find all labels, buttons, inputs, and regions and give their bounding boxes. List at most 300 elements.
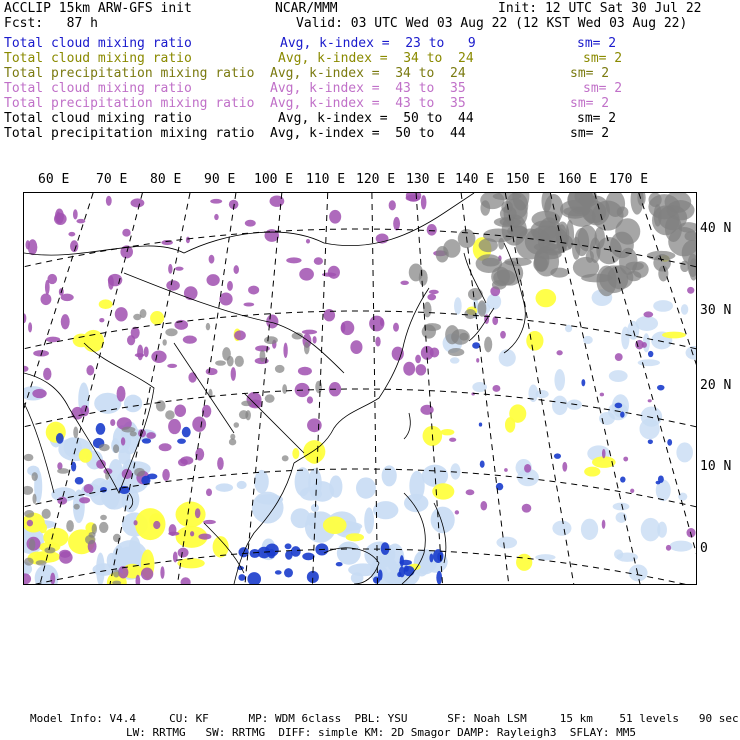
upper-cloud-purple: [602, 449, 606, 458]
legend-stat-4: Avg, k-index = 43 to 35: [270, 96, 466, 111]
low-cloud-light: [552, 396, 568, 416]
high-cloud-grey: [234, 422, 239, 428]
upper-cloud-purple: [174, 404, 186, 417]
low-cloud-blue: [177, 438, 186, 443]
upper-cloud-purple: [687, 287, 694, 294]
low-cloud-light: [216, 483, 234, 492]
high-cloud-grey: [586, 250, 594, 262]
low-cloud-blue: [147, 474, 157, 480]
upper-cloud-purple: [500, 331, 506, 339]
upper-cloud-purple: [50, 573, 55, 584]
upper-cloud-purple: [206, 489, 212, 497]
low-cloud-light: [581, 519, 598, 540]
high-cloud-grey: [436, 246, 449, 262]
high-cloud-grey: [105, 471, 109, 480]
model-title: ACCLIP 15km ARW-GFS init: [4, 1, 192, 16]
upper-cloud-purple: [167, 364, 177, 368]
upper-cloud-purple: [121, 437, 125, 445]
upper-cloud-purple: [522, 504, 532, 513]
org-label: NCAR/MMM: [275, 1, 338, 16]
high-cloud-grey: [99, 522, 108, 533]
upper-cloud-purple: [190, 531, 194, 536]
upper-cloud-purple: [209, 255, 215, 264]
upper-cloud-purple: [375, 337, 380, 347]
upper-cloud-purple: [106, 196, 112, 206]
upper-cloud-purple: [234, 330, 246, 340]
low-cloud-light: [496, 537, 517, 549]
mid-cloud-yellow: [292, 448, 299, 459]
upper-cloud-purple: [302, 330, 317, 335]
low-cloud-light: [613, 503, 630, 511]
low-cloud-blue: [75, 477, 84, 485]
low-cloud-light: [237, 481, 247, 489]
low-cloud-blue: [657, 385, 665, 391]
upper-cloud-purple: [151, 351, 166, 363]
legend-field-0: Total cloud mixing ratio: [4, 36, 192, 51]
upper-cloud-purple: [415, 355, 421, 364]
upper-cloud-purple: [648, 399, 652, 402]
high-cloud-grey: [572, 237, 580, 260]
legend-stat-6: Avg, k-index = 50 to 44: [270, 126, 466, 141]
low-cloud-blue: [581, 379, 585, 386]
mid-cloud-yellow: [79, 448, 92, 462]
low-cloud-blue: [247, 572, 261, 584]
low-cloud-blue: [284, 568, 293, 577]
high-cloud-grey: [282, 455, 289, 461]
model-physics: LW: RRTMG SW: RRTMG DIFF: simple KM: 2D Smagor DAMP: Rayleigh3 SFLAY: MM5: [126, 726, 636, 739]
upper-cloud-purple: [400, 281, 408, 285]
high-cloud-grey: [73, 427, 78, 439]
mid-cloud-yellow: [526, 331, 543, 351]
upper-cloud-purple: [306, 239, 310, 243]
high-cloud-grey: [66, 520, 74, 532]
legend-field-1: Total cloud mixing ratio: [4, 51, 192, 66]
upper-cloud-purple: [32, 389, 46, 398]
upper-cloud-purple: [166, 280, 180, 290]
high-cloud-grey: [165, 410, 175, 419]
high-cloud-grey: [478, 300, 487, 316]
legend-sm-5: sm= 2: [577, 111, 617, 126]
legend-stat-0: Avg, k-index = 23 to 9: [280, 36, 476, 51]
high-cloud-grey: [550, 268, 568, 278]
high-cloud-grey: [581, 274, 612, 283]
upper-cloud-purple: [314, 257, 323, 265]
upper-cloud-purple: [192, 416, 206, 431]
legend-stat-5: Avg, k-index = 50 to 44: [278, 111, 474, 126]
low-cloud-light: [300, 487, 322, 501]
upper-cloud-purple: [556, 350, 562, 355]
high-cloud-grey: [32, 494, 36, 504]
low-cloud-blue: [667, 439, 672, 446]
low-cloud-light: [254, 470, 269, 494]
upper-cloud-purple: [421, 195, 427, 209]
low-cloud-blue: [275, 570, 282, 574]
legend-stat-3: Avg, k-index = 43 to 35: [270, 81, 466, 96]
legend-field-2: Total precipitation mixing ratio: [4, 66, 255, 81]
high-cloud-grey: [265, 394, 275, 402]
upper-cloud-purple: [480, 501, 487, 510]
upper-cloud-purple: [28, 239, 38, 255]
high-cloud-grey: [617, 206, 629, 217]
low-cloud-light: [653, 300, 673, 312]
upper-cloud-purple: [175, 267, 184, 271]
low-cloud-light: [681, 304, 688, 315]
high-cloud-grey: [464, 309, 476, 319]
low-cloud-blue: [429, 553, 433, 562]
mid-cloud-yellow: [346, 533, 364, 541]
upper-cloud-purple: [141, 567, 153, 580]
lat-label: 40 N: [700, 221, 732, 236]
legend-stat-2: Avg, k-index = 34 to 24: [270, 66, 466, 81]
low-cloud-light: [351, 572, 364, 583]
low-cloud-light: [356, 477, 376, 498]
high-cloud-grey: [29, 539, 35, 551]
upper-cloud-purple: [41, 293, 52, 305]
upper-cloud-purple: [227, 281, 233, 291]
high-cloud-grey: [100, 515, 107, 520]
upper-cloud-purple: [159, 443, 172, 451]
legend-sm-4: sm= 2: [570, 96, 610, 111]
upper-cloud-purple: [122, 469, 132, 479]
legend-sm-6: sm= 2: [570, 126, 610, 141]
low-cloud-blue: [250, 549, 261, 558]
high-cloud-grey: [649, 193, 662, 207]
lon-label: 170 E: [609, 172, 649, 187]
high-cloud-grey: [498, 238, 504, 250]
lon-label: 110 E: [306, 172, 346, 187]
low-cloud-blue: [381, 542, 390, 555]
map-svg: [24, 193, 696, 584]
upper-cloud-purple: [168, 419, 181, 434]
lon-label: 140 E: [455, 172, 495, 187]
high-cloud-grey: [36, 560, 47, 565]
low-cloud-light: [552, 521, 571, 536]
low-cloud-blue: [56, 433, 64, 444]
upper-cloud-purple: [455, 510, 459, 514]
upper-cloud-purple: [562, 462, 567, 472]
upper-cloud-purple: [406, 194, 421, 201]
high-cloud-grey: [491, 267, 510, 287]
upper-cloud-purple: [666, 545, 671, 551]
mid-cloud-yellow: [99, 299, 113, 309]
high-cloud-grey: [130, 431, 137, 436]
upper-cloud-purple: [393, 217, 400, 231]
low-cloud-light: [364, 507, 374, 534]
high-cloud-grey: [239, 410, 248, 419]
lon-label: 60 E: [38, 172, 70, 187]
mid-cloud-yellow: [176, 502, 206, 528]
upper-cloud-purple: [643, 311, 653, 317]
low-cloud-blue: [658, 475, 664, 482]
upper-cloud-purple: [131, 198, 145, 207]
low-cloud-blue: [479, 423, 482, 427]
upper-cloud-purple: [602, 520, 606, 529]
high-cloud-grey: [275, 365, 285, 373]
upper-cloud-purple: [180, 456, 193, 465]
high-cloud-grey: [44, 547, 55, 553]
upper-cloud-purple: [307, 396, 313, 403]
high-cloud-grey: [24, 558, 34, 566]
low-cloud-light: [337, 542, 361, 565]
upper-cloud-purple: [416, 364, 427, 375]
upper-cloud-purple: [68, 232, 75, 237]
upper-cloud-purple: [329, 210, 341, 224]
high-cloud-grey: [42, 509, 51, 519]
upper-cloud-purple: [59, 550, 71, 558]
lon-label: 70 E: [96, 172, 128, 187]
upper-cloud-purple: [188, 372, 196, 382]
upper-cloud-purple: [210, 199, 222, 204]
upper-cloud-purple: [27, 520, 33, 527]
upper-cloud-purple: [504, 468, 508, 472]
legend-sm-2: sm= 2: [570, 66, 610, 81]
upper-cloud-purple: [393, 323, 399, 332]
upper-cloud-purple: [76, 219, 85, 224]
low-cloud-light: [409, 471, 424, 501]
low-cloud-blue: [648, 440, 653, 445]
upper-cloud-purple: [615, 353, 623, 361]
upper-cloud-purple: [162, 469, 170, 481]
upper-cloud-purple: [524, 464, 531, 473]
upper-cloud-purple: [600, 393, 604, 397]
legend-field-6: Total precipitation mixing ratio: [4, 126, 255, 141]
upper-cloud-purple: [248, 286, 259, 295]
upper-cloud-purple: [168, 264, 172, 274]
upper-cloud-purple: [219, 293, 232, 306]
high-cloud-grey: [229, 439, 236, 446]
mid-cloud-yellow: [584, 467, 600, 477]
upper-cloud-purple: [24, 573, 31, 584]
high-cloud-grey: [578, 195, 597, 207]
upper-cloud-purple: [389, 200, 396, 210]
upper-cloud-purple: [270, 195, 285, 206]
mid-cloud-yellow: [509, 404, 526, 422]
high-cloud-grey: [162, 339, 166, 345]
upper-cloud-purple: [283, 343, 287, 358]
low-cloud-light: [565, 325, 572, 332]
upper-cloud-purple: [298, 367, 312, 376]
upper-cloud-purple: [146, 432, 156, 439]
upper-cloud-purple: [217, 457, 224, 470]
upper-cloud-purple: [206, 368, 218, 375]
upper-cloud-purple: [178, 548, 189, 558]
low-cloud-blue: [472, 342, 480, 349]
low-cloud-blue: [142, 438, 151, 443]
low-cloud-light: [382, 465, 397, 486]
high-cloud-grey: [113, 570, 120, 578]
mid-cloud-yellow: [73, 334, 90, 348]
low-cloud-blue: [554, 453, 561, 459]
upper-cloud-purple: [131, 327, 140, 339]
lat-label: 30 N: [700, 303, 732, 318]
mid-cloud-yellow: [323, 516, 347, 534]
upper-cloud-purple: [24, 313, 26, 323]
upper-cloud-purple: [286, 257, 301, 263]
high-cloud-grey: [99, 444, 110, 451]
upper-cloud-purple: [243, 302, 254, 306]
low-cloud-light: [431, 507, 455, 534]
forecast-hour: Fcst: 87 h: [4, 16, 98, 31]
upper-cloud-purple: [183, 336, 197, 344]
upper-cloud-purple: [57, 497, 67, 505]
high-cloud-grey: [222, 347, 231, 361]
low-cloud-blue: [436, 571, 442, 584]
upper-cloud-purple: [307, 418, 322, 432]
init-time: Init: 12 UTC Sat 30 Jul 22: [498, 1, 702, 16]
low-cloud-light: [364, 541, 395, 568]
upper-cloud-purple: [427, 224, 437, 236]
lon-label: 120 E: [356, 172, 396, 187]
upper-cloud-purple: [430, 347, 439, 357]
mid-cloud-yellow: [150, 311, 164, 325]
mid-cloud-yellow: [662, 332, 686, 339]
low-cloud-blue: [480, 460, 485, 467]
upper-cloud-purple: [492, 385, 500, 392]
low-cloud-light: [96, 553, 105, 584]
upper-cloud-purple: [61, 294, 74, 301]
upper-cloud-purple: [45, 280, 50, 295]
upper-cloud-purple: [313, 336, 317, 344]
upper-cloud-purple: [392, 347, 404, 361]
high-cloud-grey: [235, 356, 244, 367]
upper-cloud-purple: [24, 366, 29, 372]
high-cloud-grey: [315, 381, 322, 394]
upper-cloud-purple: [137, 345, 143, 361]
high-cloud-grey: [468, 288, 483, 300]
high-cloud-grey: [448, 348, 464, 356]
upper-cloud-purple: [181, 577, 191, 584]
upper-cloud-purple: [420, 405, 433, 415]
lon-label: 100 E: [254, 172, 294, 187]
lat-label: 0: [700, 541, 708, 556]
coastline: [404, 413, 410, 439]
upper-cloud-purple: [476, 358, 479, 362]
model-info: Model Info: V4.4 CU: KF MP: WDM 6class PBL: YSU SF: Noah LSM 15 km 51 levels 90 sec: [30, 712, 739, 725]
low-cloud-light: [636, 316, 659, 331]
upper-cloud-purple: [108, 274, 122, 286]
mid-cloud-yellow: [432, 483, 454, 499]
legend-field-5: Total cloud mixing ratio: [4, 111, 192, 126]
high-cloud-grey: [32, 472, 38, 481]
upper-cloud-purple: [184, 286, 198, 300]
legend-stat-1: Avg, k-index = 34 to 24: [278, 51, 474, 66]
high-cloud-grey: [85, 535, 95, 545]
upper-cloud-purple: [173, 552, 178, 563]
high-cloud-grey: [615, 218, 640, 244]
upper-cloud-purple: [186, 237, 190, 244]
upper-cloud-purple: [122, 229, 130, 237]
high-cloud-grey: [479, 238, 498, 252]
high-cloud-grey: [419, 270, 428, 286]
upper-cloud-purple: [231, 367, 236, 381]
upper-cloud-purple: [341, 321, 355, 335]
upper-cloud-purple: [153, 521, 160, 529]
upper-cloud-purple: [168, 532, 179, 536]
low-cloud-light: [621, 326, 629, 349]
upper-cloud-purple: [28, 322, 32, 332]
low-cloud-blue: [268, 549, 275, 558]
legend-sm-1: sm= 2: [583, 51, 623, 66]
high-cloud-grey: [260, 350, 266, 362]
high-cloud-grey: [282, 384, 287, 394]
low-cloud-blue: [400, 555, 404, 567]
upper-cloud-purple: [198, 533, 211, 539]
upper-cloud-purple: [328, 266, 340, 279]
low-cloud-light: [599, 412, 615, 425]
legend-sm-3: sm= 2: [583, 81, 623, 96]
upper-cloud-purple: [214, 214, 219, 220]
low-cloud-light: [629, 565, 648, 582]
mid-cloud-yellow: [516, 554, 532, 571]
high-cloud-grey: [206, 323, 210, 330]
upper-cloud-purple: [206, 274, 219, 286]
legend-field-4: Total precipitation mixing ratio: [4, 96, 255, 111]
high-cloud-grey: [482, 258, 500, 267]
upper-cloud-purple: [73, 209, 78, 219]
meridian-line: [245, 193, 282, 584]
high-cloud-grey: [596, 237, 621, 264]
upper-cloud-purple: [403, 362, 415, 376]
mid-cloud-yellow: [536, 289, 557, 307]
high-cloud-grey: [215, 360, 226, 365]
low-cloud-light: [454, 297, 462, 314]
low-cloud-blue: [404, 566, 409, 572]
low-cloud-blue: [373, 576, 380, 583]
mid-cloud-yellow: [440, 429, 454, 435]
low-cloud-light: [657, 522, 667, 538]
upper-cloud-purple: [630, 489, 634, 493]
upper-cloud-purple: [160, 566, 164, 579]
low-cloud-light: [499, 349, 516, 366]
high-cloud-grey: [134, 468, 145, 477]
low-cloud-blue: [620, 411, 624, 417]
low-cloud-blue: [96, 423, 106, 435]
upper-cloud-purple: [245, 220, 256, 227]
low-cloud-light: [535, 554, 555, 560]
high-cloud-grey: [74, 504, 80, 510]
map-panel: [23, 192, 697, 585]
upper-cloud-purple: [134, 520, 138, 525]
upper-cloud-purple: [84, 484, 94, 493]
high-cloud-grey: [24, 510, 34, 518]
low-cloud-light: [609, 370, 628, 382]
lat-label: 10 N: [700, 459, 732, 474]
upper-cloud-purple: [43, 368, 51, 380]
upper-cloud-purple: [233, 265, 238, 274]
upper-cloud-purple: [79, 497, 90, 503]
upper-cloud-purple: [623, 457, 628, 462]
lon-label: 160 E: [558, 172, 598, 187]
lon-label: 150 E: [506, 172, 546, 187]
upper-cloud-purple: [99, 318, 104, 322]
high-cloud-grey: [92, 524, 97, 535]
legend-field-3: Total cloud mixing ratio: [4, 81, 192, 96]
low-cloud-light: [124, 395, 142, 413]
low-cloud-light: [583, 336, 593, 344]
upper-cloud-purple: [86, 365, 94, 375]
high-cloud-grey: [653, 254, 671, 271]
low-cloud-light: [554, 369, 565, 391]
high-cloud-grey: [445, 325, 459, 344]
low-cloud-blue: [302, 553, 314, 561]
low-cloud-light: [450, 357, 460, 363]
upper-cloud-purple: [427, 294, 436, 301]
high-cloud-grey: [484, 337, 492, 353]
high-cloud-grey: [57, 468, 69, 474]
high-cloud-grey: [304, 342, 310, 355]
upper-cloud-purple: [144, 346, 149, 357]
upper-cloud-purple: [466, 489, 475, 495]
